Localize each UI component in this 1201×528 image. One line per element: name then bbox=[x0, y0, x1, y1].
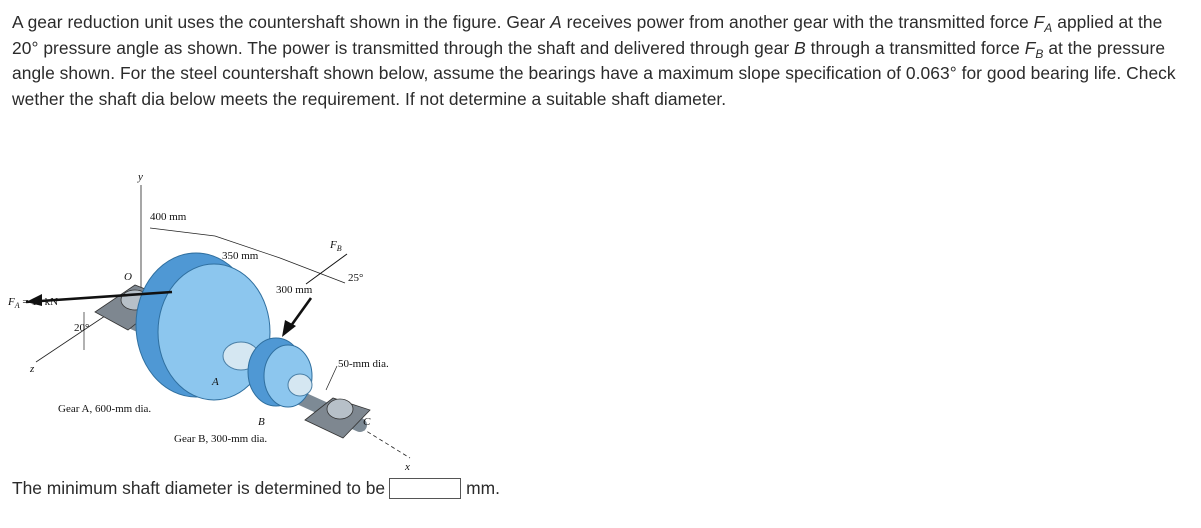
problem-text-1: A gear reduction unit uses the countershaft shown in the figure. Gear bbox=[12, 12, 551, 32]
problem-text-4: through a transmitted force bbox=[805, 37, 1025, 58]
dim-400-label: 400 mm bbox=[150, 211, 187, 223]
gear-a-label: Gear A, 600-mm dia. bbox=[58, 403, 152, 415]
force-b-line bbox=[306, 254, 347, 284]
gear-b-ref: B bbox=[794, 37, 806, 58]
force-b-label: $F_B$ bbox=[330, 239, 342, 253]
x-axis-label: x bbox=[405, 461, 410, 473]
problem-text-2: receives power from another gear with the transmitted force bbox=[561, 12, 1034, 32]
force-a-symbol: F bbox=[1033, 12, 1045, 32]
gear-b-hub bbox=[288, 374, 312, 396]
answer-unit: mm. bbox=[466, 477, 500, 498]
force-a-subscript: A bbox=[1044, 21, 1053, 35]
y-axis-label: y bbox=[138, 171, 143, 183]
force-b-symbol: F bbox=[1024, 37, 1036, 58]
dim-350-label: 350 mm bbox=[222, 250, 259, 262]
point-o-label: O bbox=[124, 271, 132, 283]
angle-25-label: 25° bbox=[348, 272, 364, 284]
gear-b-label: Gear B, 300-mm dia. bbox=[174, 433, 268, 445]
problem-text-3: applied at the 20° pressure angle as shown. The power is transmitted through the shaft and delivered through gear bbox=[12, 12, 1163, 58]
gear-a-ref: A bbox=[550, 12, 562, 32]
gear-a-point-label: A bbox=[212, 376, 219, 388]
dim-400-line bbox=[150, 228, 215, 236]
answer-row bbox=[12, 476, 500, 500]
z-axis-label: z bbox=[30, 363, 35, 375]
force-b-subscript: B bbox=[1035, 46, 1044, 61]
problem-text-5: at the pressure angle shown. For the steel countershaft shown below, assume the bearings have a maximum slope specification of 0.063° for good bearing life. Check wether the shaft dia below meets the requirement. If not determine a suitable shaft diameter. bbox=[12, 37, 1176, 109]
problem-statement bbox=[12, 10, 1187, 112]
answer-prompt: The minimum shaft diameter is determined to be bbox=[12, 477, 386, 498]
point-c-label: C bbox=[363, 416, 371, 428]
dim-300-label: 300 mm bbox=[276, 284, 313, 296]
right-bearing-housing bbox=[327, 399, 353, 419]
force-a-label: $F_A = 11$ kN bbox=[8, 296, 59, 310]
gear-b-point-label: B bbox=[258, 416, 265, 428]
countershaft-figure bbox=[0, 160, 480, 480]
shaft-dia-label: 50-mm dia. bbox=[338, 358, 389, 370]
shaft-dia-leader bbox=[326, 366, 337, 390]
shaft-diameter-input[interactable] bbox=[389, 478, 461, 499]
angle-20-label: 20° bbox=[74, 322, 90, 334]
